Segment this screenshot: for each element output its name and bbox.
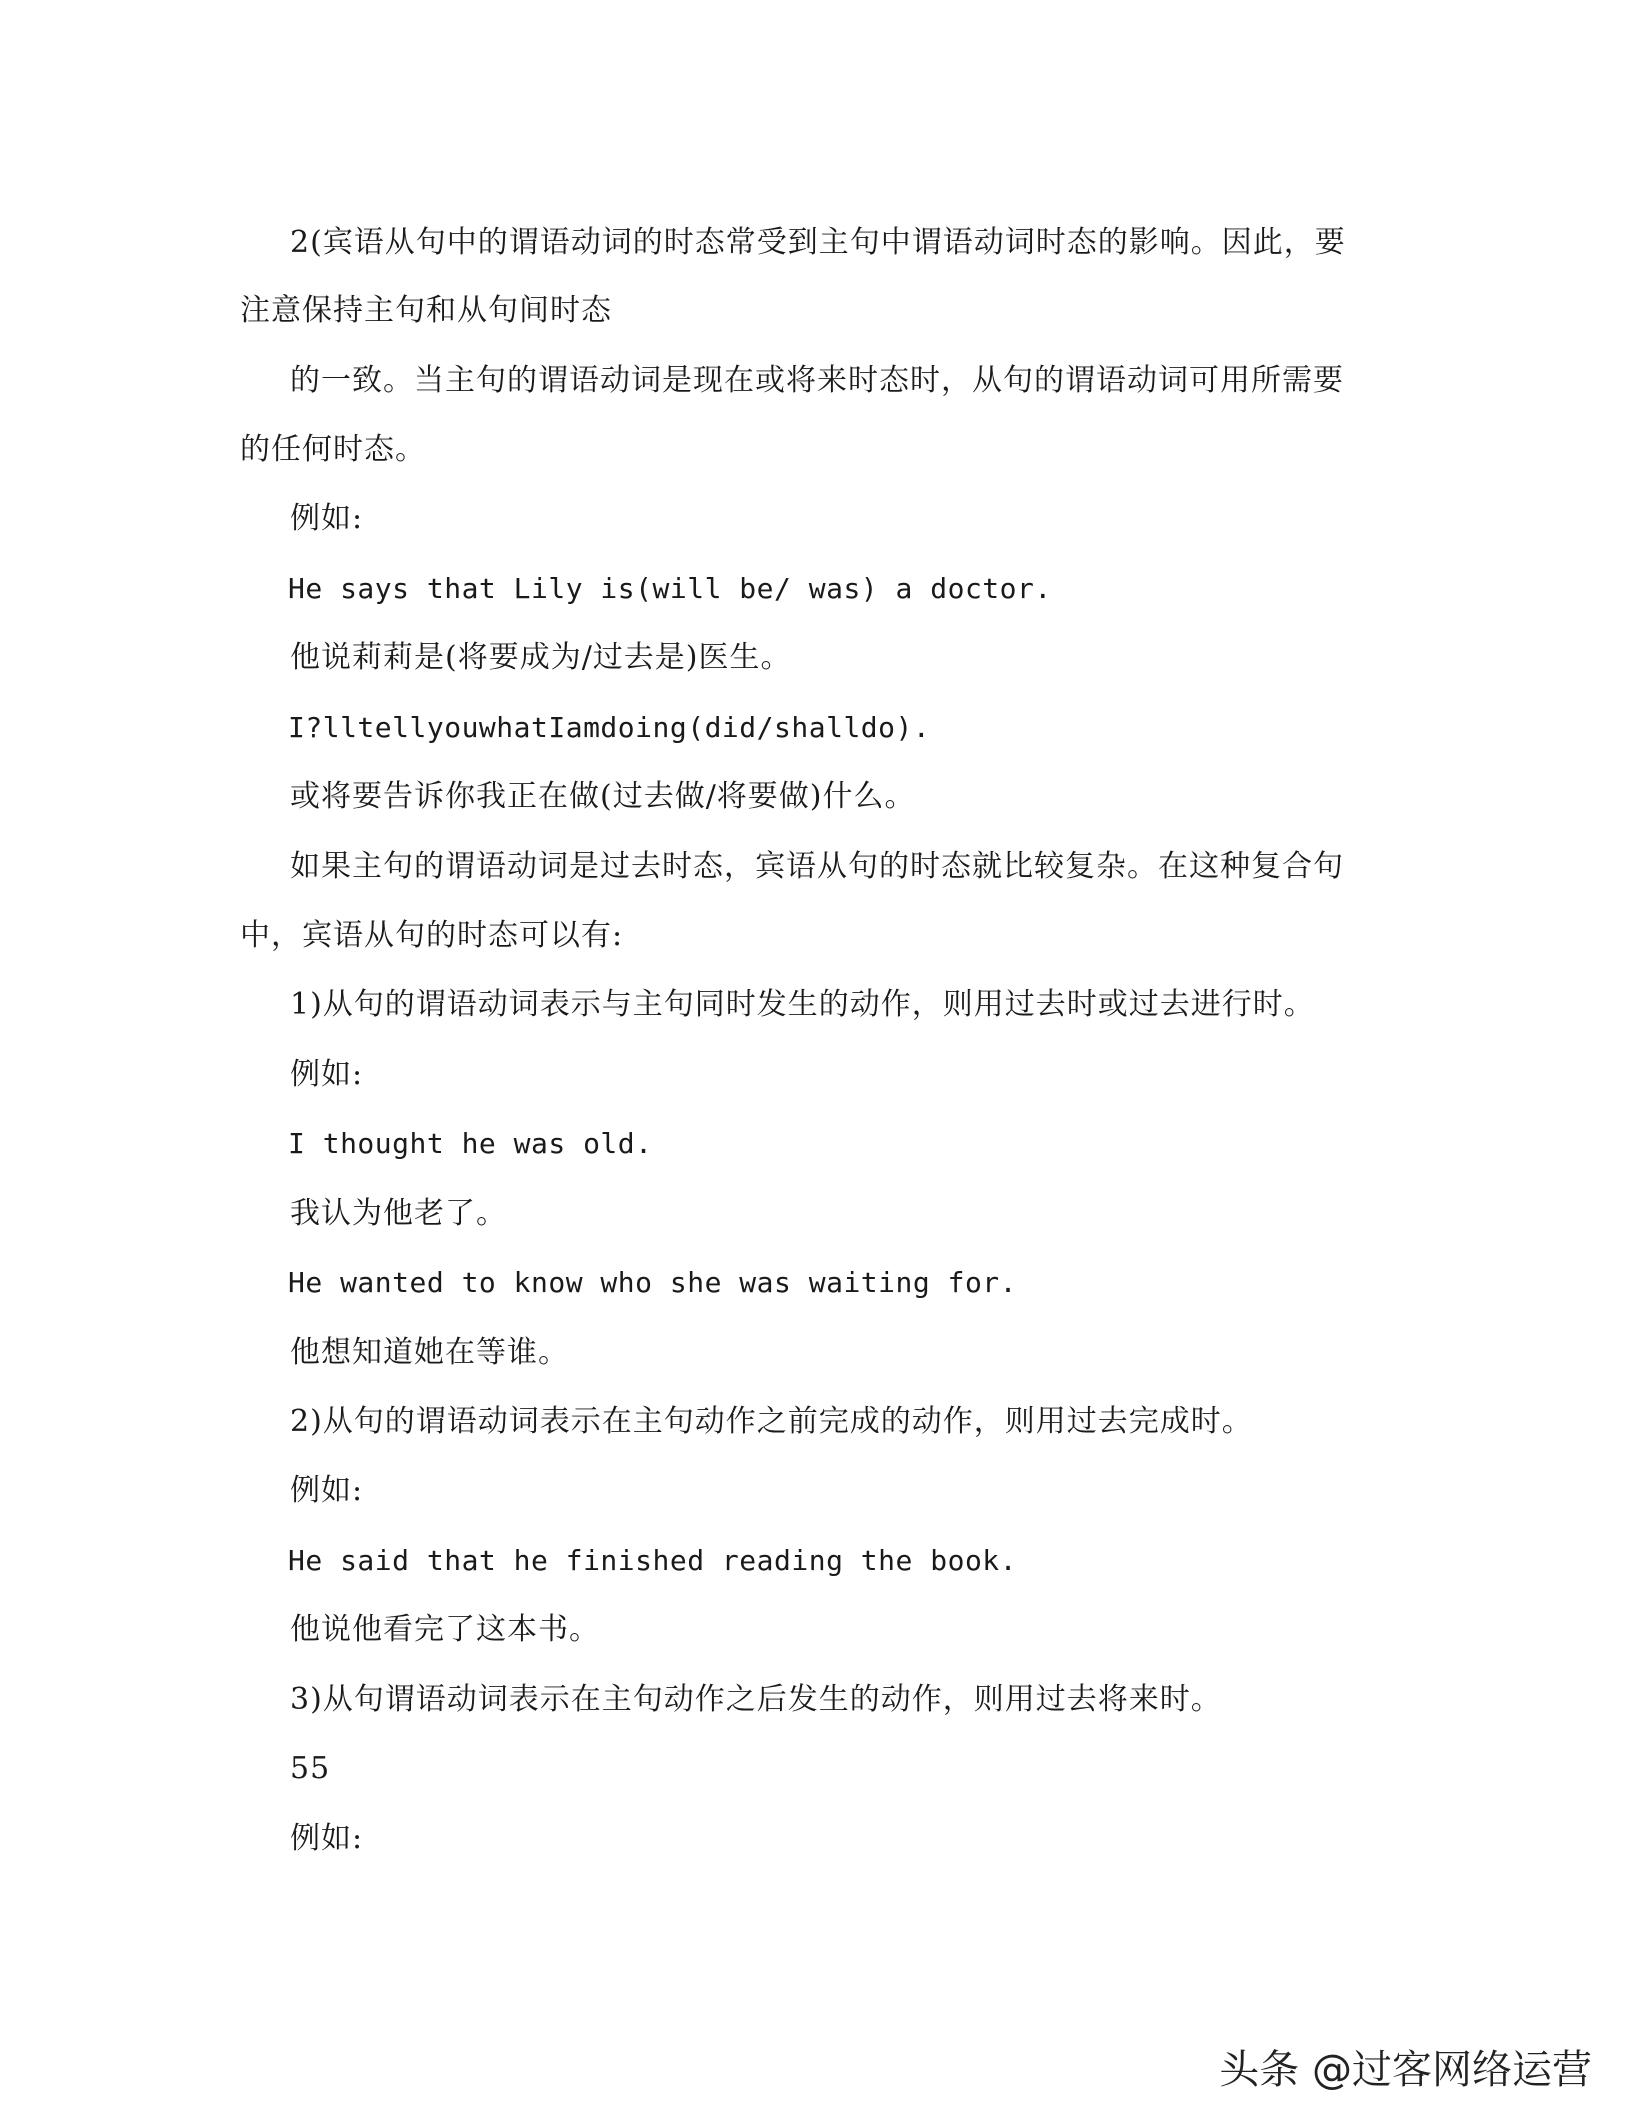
paragraph-line: 的一致。当主句的谓语动词是现在或将来时态时，从句的谓语动词可用所需要	[290, 363, 1344, 398]
page-number: 55	[290, 1751, 331, 1786]
example-label: 例如:	[290, 1821, 364, 1856]
chinese-translation: 他说他看完了这本书。	[290, 1612, 600, 1647]
chinese-translation: 他说莉莉是(将要成为/过去是)医生。	[290, 640, 792, 675]
example-label: 例如:	[290, 1473, 364, 1508]
rule-item: 3)从句谓语动词表示在主句动作之后发生的动作，则用过去将来时。	[290, 1682, 1222, 1717]
chinese-translation: 我认为他老了。	[290, 1196, 507, 1231]
chinese-translation: 他想知道她在等谁。	[290, 1335, 569, 1370]
chinese-translation: 或将要告诉你我正在做(过去做/将要做)什么。	[290, 779, 916, 814]
rule-item: 2)从句的谓语动词表示在主句动作之前完成的动作，则用过去完成时。	[290, 1404, 1253, 1439]
paragraph-line: 2(宾语从句中的谓语动词的时态常受到主句中谓语动词时态的影响。因此，要	[290, 225, 1346, 260]
paragraph-line: 中，宾语从句的时态可以有:	[240, 918, 624, 953]
paragraph-line: 注意保持主句和从句间时态	[240, 293, 612, 328]
rule-item: 1)从句的谓语动词表示与主句同时发生的动作，则用过去时或过去进行时。	[290, 987, 1315, 1022]
english-example: I thought he was old.	[288, 1127, 653, 1160]
paragraph-line: 的任何时态。	[240, 432, 426, 467]
example-label: 例如:	[290, 1057, 364, 1092]
english-example: I?lltellyouwhatIamdoing(did/shalldo).	[288, 711, 931, 744]
example-label: 例如:	[290, 501, 364, 536]
english-example: He wanted to know who she was waiting for.	[288, 1266, 1018, 1299]
english-example: He said that he finished reading the book.	[288, 1544, 1018, 1577]
paragraph-line: 如果主句的谓语动词是过去时态，宾语从句的时态就比较复杂。在这种复合句	[290, 849, 1344, 884]
watermark: 头条 @过客网络运营	[1219, 2047, 1592, 2093]
english-example: He says that Lily is(will be/ was) a doctor.	[288, 572, 1052, 605]
